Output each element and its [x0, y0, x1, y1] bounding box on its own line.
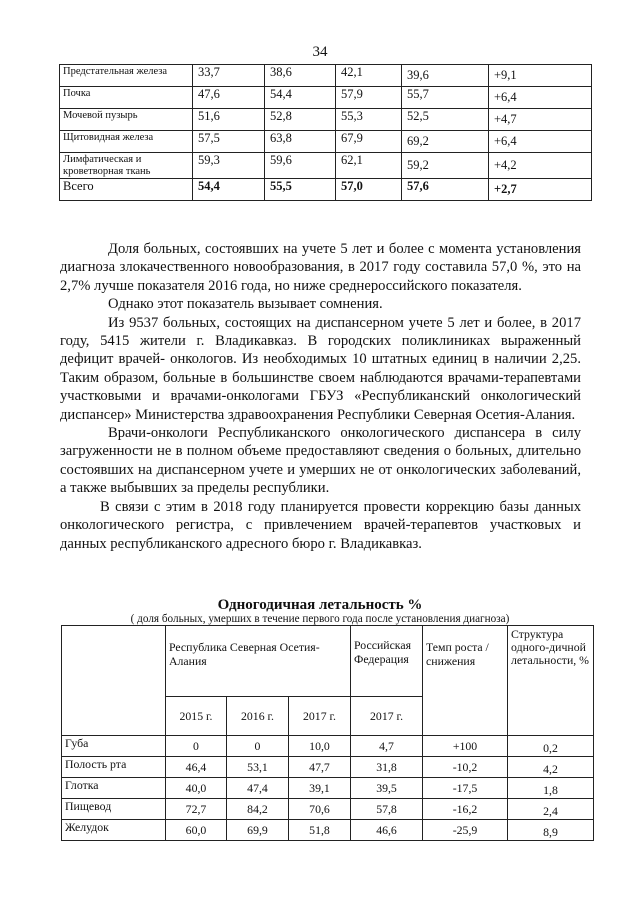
- cell-rf: 59,2: [402, 153, 489, 179]
- table-row: [62, 778, 594, 799]
- row-label: Глотка: [62, 778, 166, 799]
- row-label: Полость рта: [62, 757, 166, 778]
- cell-rate: -16,2: [423, 799, 508, 820]
- cell-2017: 51,8: [289, 820, 351, 841]
- cell-2015: 51,6: [193, 109, 265, 131]
- row-label: Щитовидная железа: [60, 131, 193, 153]
- cell-rate: +100: [423, 736, 508, 757]
- cell-2017: 39,1: [289, 778, 351, 799]
- cell-structure: 0,2: [508, 736, 594, 757]
- cell-2017: 42,1: [336, 65, 402, 87]
- header-rf-2017: 2017 г.: [351, 697, 423, 736]
- cell-2015: 47,6: [193, 87, 265, 109]
- header-empty: [62, 626, 166, 736]
- cell-2016: 0: [227, 736, 289, 757]
- cell-2016: 69,9: [227, 820, 289, 841]
- cell-change: +6,4: [489, 131, 592, 153]
- cell-2016: 55,5: [265, 179, 336, 201]
- table-title: Одногодичная летальность %: [217, 597, 423, 613]
- row-label: Губа: [62, 736, 166, 757]
- header-2017: 2017 г.: [289, 697, 351, 736]
- table-row: [60, 65, 592, 87]
- row-label: Мочевой пузырь: [60, 109, 193, 131]
- cell-2017: 70,6: [289, 799, 351, 820]
- cell-rate: -25,9: [423, 820, 508, 841]
- cell-2016: 54,4: [265, 87, 336, 109]
- cell-2017: 62,1: [336, 153, 402, 179]
- cell-rf: 4,7: [351, 736, 423, 757]
- mortality-table: [61, 625, 594, 841]
- table-row: [60, 87, 592, 109]
- table-row: [60, 131, 592, 153]
- paragraph: Из 9537 больных, состоящих на диспансерном учете 5 лет и более, в 2017 году, 5415 жители г. Владикавказ. В городских поликлиниках выраженный дефицит врачей- онкологов. Из необходимых 10 штатных единиц в наличии 2,25. Таким образом, больные в большинстве своем наблюдаются врачами-терапевтами участковыми и врачами-онкологами ГБУЗ «Республиканский онкологический диспансер» Министерства здравоохранения Республики Северная Осетия-Алания.: [60, 314, 581, 423]
- cell-2016: 84,2: [227, 799, 289, 820]
- cell-structure: 1,8: [508, 778, 594, 799]
- cell-2015: 59,3: [193, 153, 265, 179]
- cell-2017: 57,0: [336, 179, 402, 201]
- row-label: Лимфатическая и кроветворная ткань: [60, 153, 193, 179]
- cell-structure: 4,2: [508, 757, 594, 778]
- cell-2015: 40,0: [166, 778, 227, 799]
- cell-rf: 52,5: [402, 109, 489, 131]
- cell-rf: 69,2: [402, 131, 489, 153]
- cell-rf: 55,7: [402, 87, 489, 109]
- table-row: [62, 757, 594, 778]
- header-2016: 2016 г.: [227, 697, 289, 736]
- survival-table: [59, 64, 592, 201]
- cell-rf: 57,8: [351, 799, 423, 820]
- paragraph: Врачи-онкологи Республиканского онкологического диспансера в силу загруженности не в полном объеме предоставляют сведения о больных, длительно состоявших на диспансерном учете и умерших не от онкологических заболеваний, а также выбывших за пределы республики.: [60, 425, 581, 497]
- cell-2015: 0: [166, 736, 227, 757]
- row-label: Пищевод: [62, 799, 166, 820]
- cell-2015: 54,4: [193, 179, 265, 201]
- cell-change: +4,7: [489, 109, 592, 131]
- header-rate: Темп роста /снижения: [423, 626, 508, 736]
- cell-rf: 57,6: [402, 179, 489, 201]
- table-row: [62, 736, 594, 757]
- cell-rf: 39,6: [402, 65, 489, 87]
- cell-2016: 52,8: [265, 109, 336, 131]
- cell-rf: 39,5: [351, 778, 423, 799]
- header-2015: 2015 г.: [166, 697, 227, 736]
- cell-2016: 59,6: [265, 153, 336, 179]
- cell-rate: -17,5: [423, 778, 508, 799]
- cell-rate: -10,2: [423, 757, 508, 778]
- cell-2016: 47,4: [227, 778, 289, 799]
- cell-change: +6,4: [489, 87, 592, 109]
- cell-rf: 31,8: [351, 757, 423, 778]
- row-label: Желудок: [62, 820, 166, 841]
- paragraph: Однако этот показатель вызывает сомнения.: [108, 296, 383, 313]
- cell-2017: 55,3: [336, 109, 402, 131]
- cell-change: +2,7: [489, 179, 592, 201]
- paragraph: В связи с этим в 2018 году планируется провести коррекцию базы данных онкологического регистра, с привлечением врачей-терапевтов участковых и данных республиканского адресного бюро г. Владикавказ.: [60, 498, 581, 552]
- cell-structure: 2,4: [508, 799, 594, 820]
- cell-change: +9,1: [489, 65, 592, 87]
- table-row: [62, 820, 594, 841]
- table-row-total: [60, 179, 592, 201]
- table-header-row: [62, 626, 594, 697]
- cell-2016: 53,1: [227, 757, 289, 778]
- table-row: [60, 109, 592, 131]
- table-row: [62, 799, 594, 820]
- cell-change: +4,2: [489, 153, 592, 179]
- cell-2016: 38,6: [265, 65, 336, 87]
- table-subtitle: ( доля больных, умерших в течение первого года после установления диагноза): [130, 613, 510, 625]
- cell-2015: 46,4: [166, 757, 227, 778]
- cell-2017: 47,7: [289, 757, 351, 778]
- cell-2015: 72,7: [166, 799, 227, 820]
- row-label: Почка: [60, 87, 193, 109]
- row-label: Всего: [60, 179, 193, 201]
- cell-structure: 8,9: [508, 820, 594, 841]
- header-rf: Российская Федерация: [351, 626, 423, 697]
- table-row: [60, 153, 592, 179]
- page-number: 34: [312, 44, 328, 60]
- body-text: [60, 240, 581, 553]
- cell-2017: 57,9: [336, 87, 402, 109]
- row-label: Предстательная железа: [60, 65, 193, 87]
- cell-2015: 60,0: [166, 820, 227, 841]
- cell-2017: 10,0: [289, 736, 351, 757]
- header-rso: Республика Северная Осетия-Алания: [166, 626, 351, 697]
- paragraph: Доля больных, состоявших на учете 5 лет и более с момента установления диагноза злокачественного новообразования, в 2017 году составила 57,0 %, это на 2,7% лучше показателя 2016 года, но ниже среднероссийского показателя.: [60, 241, 581, 294]
- cell-2015: 57,5: [193, 131, 265, 153]
- cell-rf: 46,6: [351, 820, 423, 841]
- cell-2017: 67,9: [336, 131, 402, 153]
- cell-2015: 33,7: [193, 65, 265, 87]
- cell-2016: 63,8: [265, 131, 336, 153]
- header-structure: Структура одного-дичной летальности, %: [508, 626, 594, 736]
